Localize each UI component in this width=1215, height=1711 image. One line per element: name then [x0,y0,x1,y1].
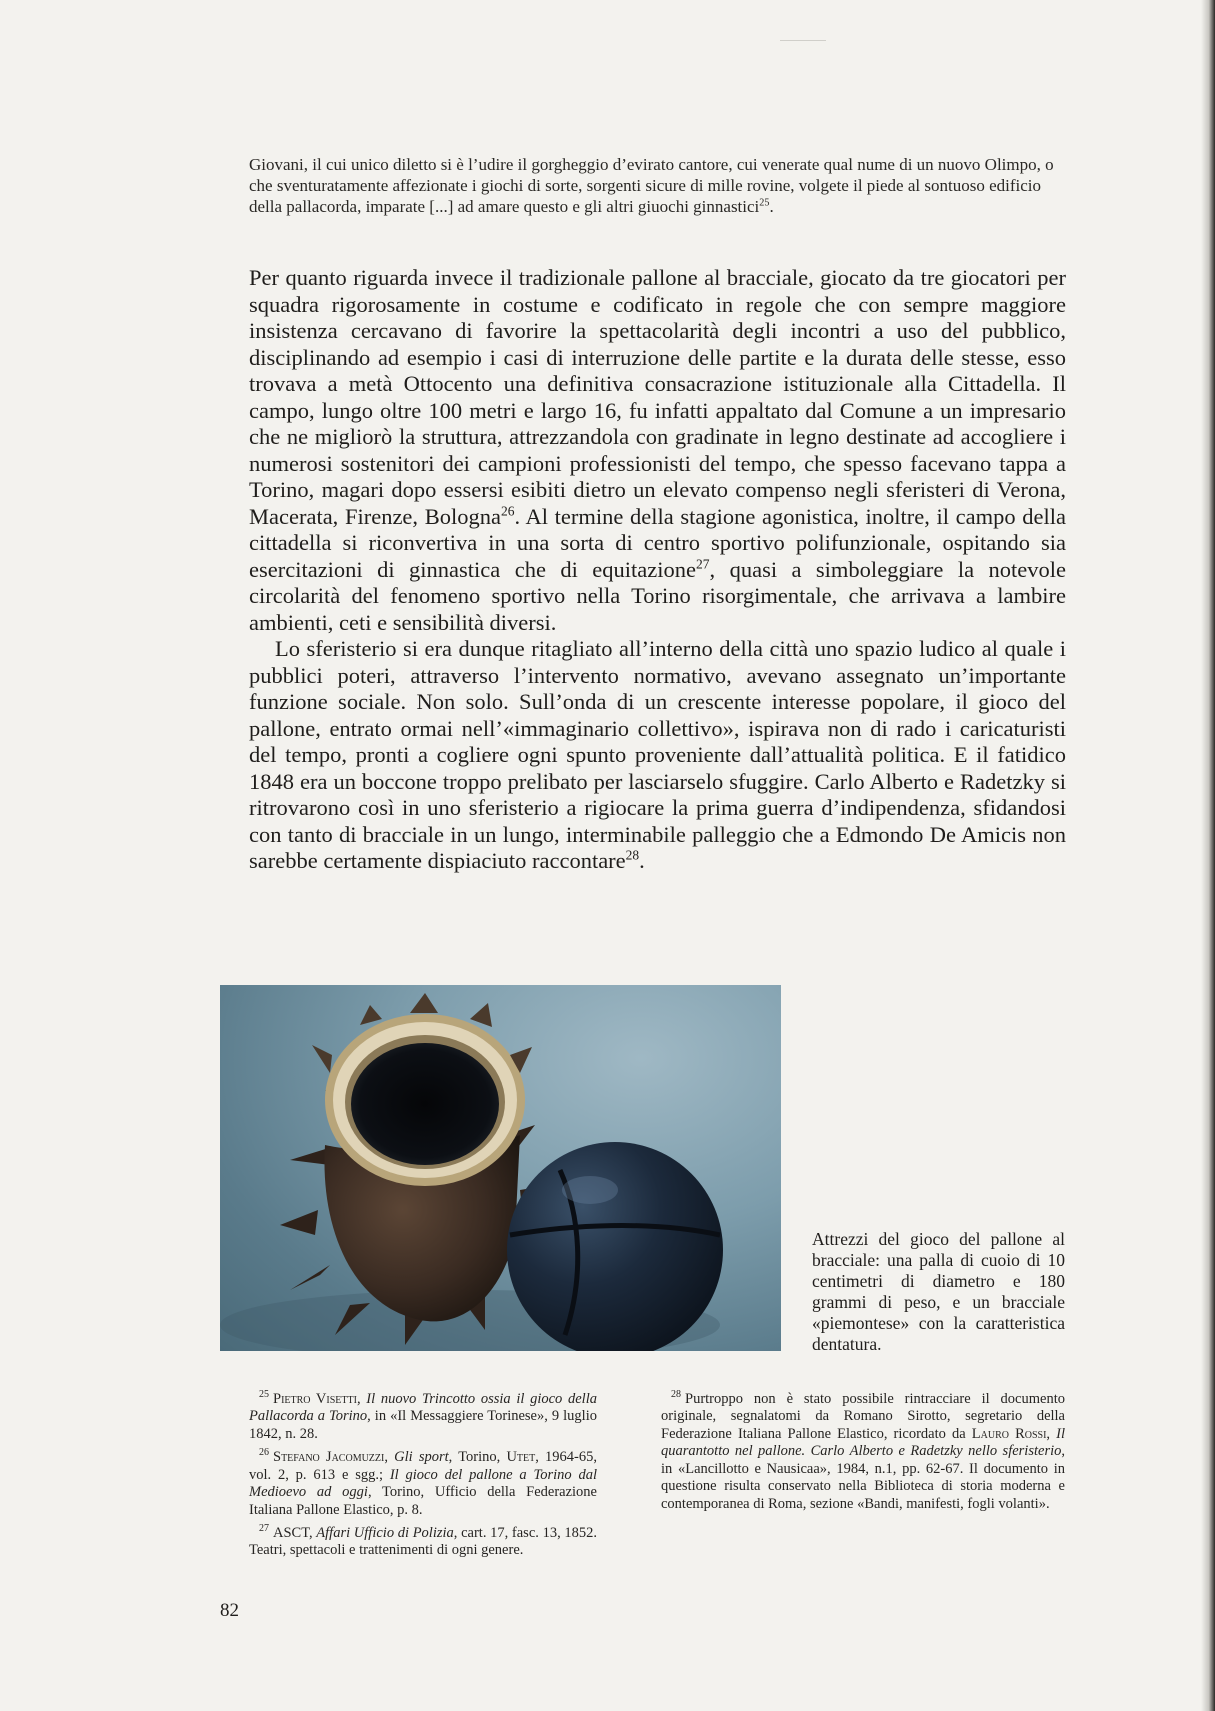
paragraph-2-text: Lo sferisterio si era dunque ritagliato all’interno della città uno spazio ludico al quale i pubblici poteri, attraverso l’intervento normativo, avevano assegnato un’importante funzione sociale. Non solo. Sull’onda di un crescente interesse popolare, il gioco del pallone, entrato ormai nell’«immaginario collettivo», ispirava non di rado i caricaturisti del tempo, pronti a cogliere ogni spunto proveniente dall’attualità politica. E il fatidico 1848 era un boccone troppo prelibato per lasciarselo sfuggire. Carlo Alberto e Radetzky si ritrovarono così in uno sferisterio a rigiocare la prima guerra d’indipendenza, sfidandosi con tanto di bracciale in un lungo, interminabile palleggio che a Edmondo De Amicis non sarebbe certamente dispiaciuto raccontare [249,636,1066,873]
footnote-ref: 26 [500,503,515,518]
footnote-prefix: Purtroppo non è stato possibile rintracciare il documento originale, segnalatomi da Romano Sirotto, segretario della Federazione Italiana Pallone Elastico, ricordato da [661,1390,1065,1442]
footnote-number: 26 [259,1447,269,1459]
footnote-ref: 27 [696,556,710,571]
footnote-middle: , 1964-65, vol. 2, p. 613 e sgg.; [249,1449,597,1483]
bracciale-opening [351,1043,499,1165]
quote-end: . [769,197,774,216]
footnote-ref: 28 [625,847,640,863]
footnotes-left-column [249,1386,597,1561]
footnote-28 [661,1386,1065,1513]
footnote-title: Gli sport [394,1449,449,1466]
main-text [249,265,1066,875]
footnote-ref: 25 [759,197,770,209]
footnote-separator: , [384,1449,395,1466]
block-quote [249,154,1063,217]
paragraph-1-part-a: Per quanto riguarda invece il tradizionale pallone al bracciale, giocato da tre giocatori per squadra rigorosamente in costume e codificato in regole che con sempre maggiore insistenza cercavano di favorire la spettacolarità degli incontri a uso del pubblico, disciplinando ad esempio i casi di interruzione delle partite e la durata delle stesse, esso trovava a metà Ottocento una definitiva consacrazione istituzionale alla Cittadella. Il campo, lungo oltre 100 metri e largo 16, fu infatti appaltato dal Comune a un impresario che ne migliorò la struttura, attrezzandola con gradinate in legno destinate ad accogliere i numerosi sostenitori dei campioni professionisti del tempo, che spesso facevano tappa a Torino, magari dopo essersi esibiti dietro un elevato compenso negli sferisteri di Verona, Macerata, Firenze, Bologna [249,265,1066,529]
paragraph-1-part-b: . Al termine della stagione agonistica, inoltre, il campo della cittadella si riconvertiva in una sorta di centro sportivo polifunzionale, ospitando sia esercitazioni di ginnastica che di equitazione [249,503,1066,582]
photo-caption: Attrezzi del gioco del pallone al bracciale: una palla di cuoio di 10 centimetri di diametro e 180 grammi di peso, e un bracciale «piemontese» con la caratteristica dentatura. [812,1229,1065,1354]
page-number: 82 [220,1600,239,1621]
footnote-number: 27 [259,1523,269,1535]
scan-mark [780,40,826,41]
footnote-separator: , [356,1390,367,1407]
footnote-27 [249,1520,597,1560]
footnote-26 [249,1444,597,1519]
footnote-25 [249,1386,597,1443]
paragraph-2-end: . [639,848,645,873]
footnote-title: Il gioco del pallone a Torino dal Medioevo ad oggi [249,1466,598,1501]
page-edge-shadow [1201,0,1215,1711]
footnote-rest: , Torino, Ufficio della Federazione Italiana Pallone Elastico, p. 8. [249,1484,597,1518]
leather-ball [507,1142,723,1351]
paragraph-1-part-c: , quasi a simboleggiare la notevole circolarità del fenomeno sportivo nella Torino risorgimentale, che arrivava a lambire ambienti, ceti e sensibilità diversi. [249,556,1066,635]
footnote-publisher: Utet [506,1449,536,1466]
paragraph-2 [249,636,1066,875]
photo-bracciale-and-ball [220,985,781,1351]
footnote-rest: , in «Il Messaggiere Torinese», 9 luglio 1842, n. 28. [249,1408,597,1442]
footnote-author: Stefano Jacomuzzi [273,1449,385,1466]
footnote-title: Il nuovo Trincotto ossia il gioco della Pallacorda a Torino [249,1390,597,1425]
footnote-prefix: ASCT, [273,1524,317,1541]
footnote-rest: , in «Lancillotto e Nausicaa», 1984, n.1, pp. 62-67. Il documento in questione risulta conservato nella Biblioteca di storia moderna e contemporanea di Roma, sezione «Bandi, manifesti, fogli volanti». [661,1443,1065,1512]
footnote-title: Il quarantotto nel pallone. Carlo Alberto e Radetzky nello sferisterio [661,1425,1066,1460]
photo-illustration [220,985,781,1351]
footnote-rest: , cart. 17, fasc. 13, 1852. Teatri, spettacoli e trattenimenti di ogni genere. [249,1524,597,1559]
footnote-title: Affari Ufficio di Polizia [316,1524,454,1541]
footnote-number: 28 [671,1389,681,1400]
footnote-separator: , [1046,1425,1057,1442]
footnote-author: Pietro Visetti [273,1390,357,1407]
quote-text: Giovani, il cui unico diletto si è l’udire il gorgheggio d’evirato cantore, cui venerate qual nume di un nuovo Olimpo, o che sventuratamente affezionate i giochi di sorte, sorgenti sicure di mille rovine, volgete il piede al sontuoso edificio della pallacorda, imparate [...] ad amare questo e gli altri giuochi ginnastici [249,155,1054,216]
footnote-number: 25 [259,1389,269,1400]
paragraph-1 [249,265,1066,636]
footnotes-right-column [661,1386,1065,1514]
footnote-author: Lauro Rossi [971,1425,1047,1442]
footnote-middle: , Torino, [448,1449,507,1466]
